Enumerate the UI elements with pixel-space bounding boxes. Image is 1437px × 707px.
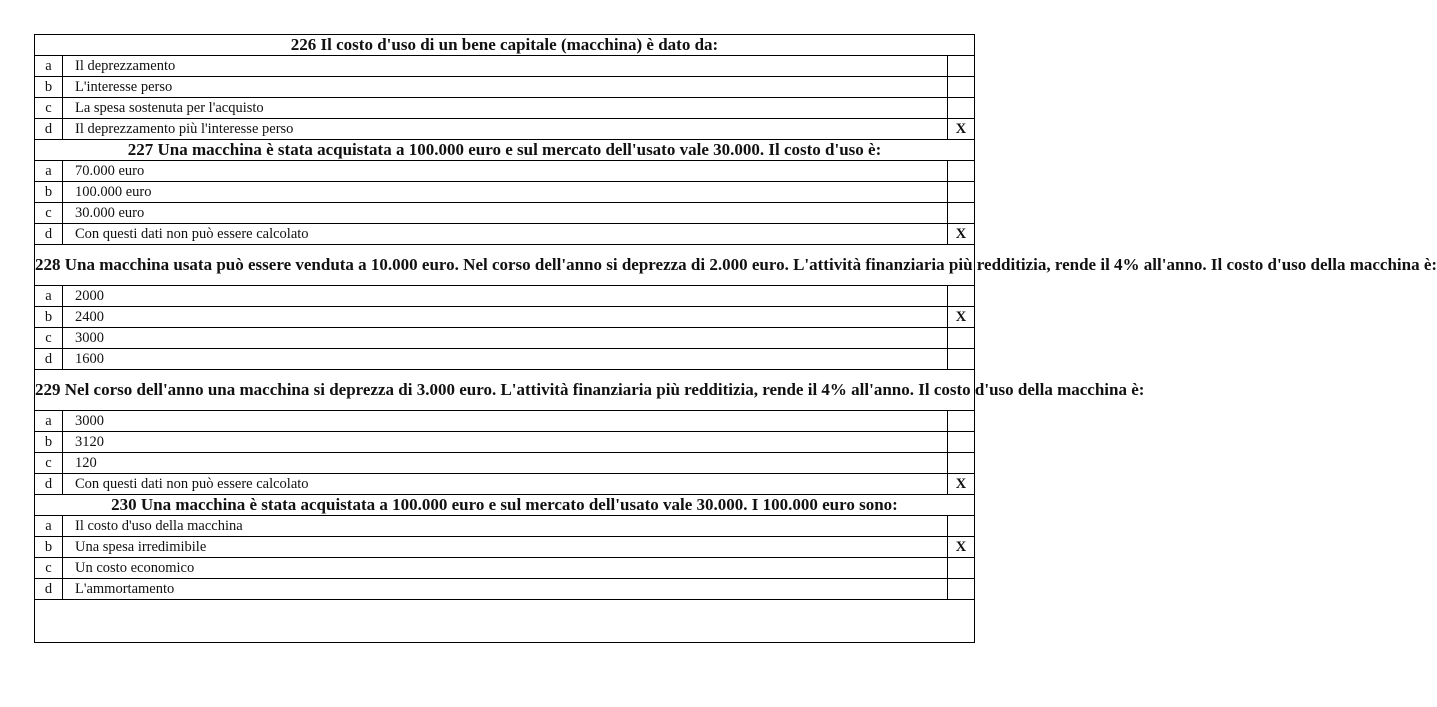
question-row-226 — [35, 35, 975, 56]
answer-letter: b — [35, 182, 63, 203]
answer-row — [35, 56, 975, 77]
answer-letter: b — [35, 537, 63, 558]
answer-mark — [948, 453, 975, 474]
answer-text: La spesa sostenuta per l'acquisto — [63, 98, 948, 119]
answer-letter: d — [35, 474, 63, 495]
answer-text: 3000 — [63, 328, 948, 349]
answer-mark — [948, 328, 975, 349]
answer-row — [35, 432, 975, 453]
answer-row — [35, 161, 975, 182]
answer-text: 100.000 euro — [63, 182, 948, 203]
answer-letter: a — [35, 161, 63, 182]
answer-mark — [948, 77, 975, 98]
answer-mark: X — [948, 119, 975, 140]
answer-row — [35, 119, 975, 140]
empty-row — [35, 600, 975, 643]
answer-text: 2400 — [63, 307, 948, 328]
answer-mark: X — [948, 474, 975, 495]
answer-row — [35, 453, 975, 474]
answer-letter: c — [35, 203, 63, 224]
answer-text: Con questi dati non può essere calcolato — [63, 474, 948, 495]
answer-text: L'ammortamento — [63, 579, 948, 600]
answer-letter: c — [35, 558, 63, 579]
answer-row — [35, 474, 975, 495]
answer-row — [35, 411, 975, 432]
answer-mark — [948, 161, 975, 182]
question-row-227 — [35, 140, 975, 161]
answer-text: L'interesse perso — [63, 77, 948, 98]
answer-letter: d — [35, 224, 63, 245]
answer-letter: c — [35, 98, 63, 119]
question-title: 228 Una macchina usata può essere venduta a 10.000 euro. Nel corso dell'anno si deprezza di 2.000 euro. L'attività finanziaria più redditizia, rende il 4% all'anno. Il costo d'uso della macchina è: — [35, 245, 975, 286]
answer-mark — [948, 579, 975, 600]
question-title: 227 Una macchina è stata acquistata a 100.000 euro e sul mercato dell'usato vale 30.000. Il costo d'uso è: — [35, 140, 975, 161]
answer-row — [35, 328, 975, 349]
answer-row — [35, 537, 975, 558]
answer-text: 2000 — [63, 286, 948, 307]
answer-row — [35, 77, 975, 98]
answer-letter: c — [35, 328, 63, 349]
answer-row — [35, 349, 975, 370]
question-row-228 — [35, 245, 975, 286]
answer-row — [35, 579, 975, 600]
answer-row — [35, 286, 975, 307]
question-title: 229 Nel corso dell'anno una macchina si deprezza di 3.000 euro. L'attività finanziaria più redditizia, rende il 4% all'anno. Il costo d'uso della macchina è: — [35, 370, 975, 411]
answer-row — [35, 558, 975, 579]
answer-row — [35, 307, 975, 328]
answer-letter: a — [35, 286, 63, 307]
answer-letter: c — [35, 453, 63, 474]
empty-cell — [35, 600, 975, 643]
answer-text: Il deprezzamento più l'interesse perso — [63, 119, 948, 140]
answer-text: Un costo economico — [63, 558, 948, 579]
answer-row — [35, 203, 975, 224]
answer-letter: a — [35, 516, 63, 537]
quiz-body — [35, 35, 1437, 643]
answer-text: Il costo d'uso della macchina — [63, 516, 948, 537]
answer-row — [35, 224, 975, 245]
answer-mark — [948, 182, 975, 203]
answer-text: 70.000 euro — [63, 161, 948, 182]
answer-letter: d — [35, 579, 63, 600]
answer-letter: b — [35, 307, 63, 328]
answer-row — [35, 182, 975, 203]
answer-mark — [948, 432, 975, 453]
answer-text: 120 — [63, 453, 948, 474]
answer-text: Una spesa irredimibile — [63, 537, 948, 558]
answer-mark: X — [948, 537, 975, 558]
answer-text: 1600 — [63, 349, 948, 370]
answer-letter: b — [35, 432, 63, 453]
answer-letter: d — [35, 119, 63, 140]
answer-mark — [948, 56, 975, 77]
answer-row — [35, 516, 975, 537]
answer-row — [35, 98, 975, 119]
answer-text: 30.000 euro — [63, 203, 948, 224]
answer-letter: a — [35, 56, 63, 77]
answer-letter: a — [35, 411, 63, 432]
answer-mark — [948, 98, 975, 119]
quiz-table — [34, 34, 1437, 643]
question-row-230 — [35, 495, 975, 516]
question-title: 230 Una macchina è stata acquistata a 100.000 euro e sul mercato dell'usato vale 30.000. I 100.000 euro sono: — [35, 495, 975, 516]
answer-mark: X — [948, 307, 975, 328]
answer-mark — [948, 516, 975, 537]
answer-mark — [948, 411, 975, 432]
answer-letter: d — [35, 349, 63, 370]
answer-text: 3120 — [63, 432, 948, 453]
answer-mark: X — [948, 224, 975, 245]
question-title: 226 Il costo d'uso di un bene capitale (macchina) è dato da: — [35, 35, 975, 56]
answer-text: Il deprezzamento — [63, 56, 948, 77]
answer-letter: b — [35, 77, 63, 98]
answer-text: Con questi dati non può essere calcolato — [63, 224, 948, 245]
answer-text: 3000 — [63, 411, 948, 432]
answer-mark — [948, 349, 975, 370]
answer-mark — [948, 558, 975, 579]
answer-mark — [948, 203, 975, 224]
question-row-229 — [35, 370, 975, 411]
answer-mark — [948, 286, 975, 307]
